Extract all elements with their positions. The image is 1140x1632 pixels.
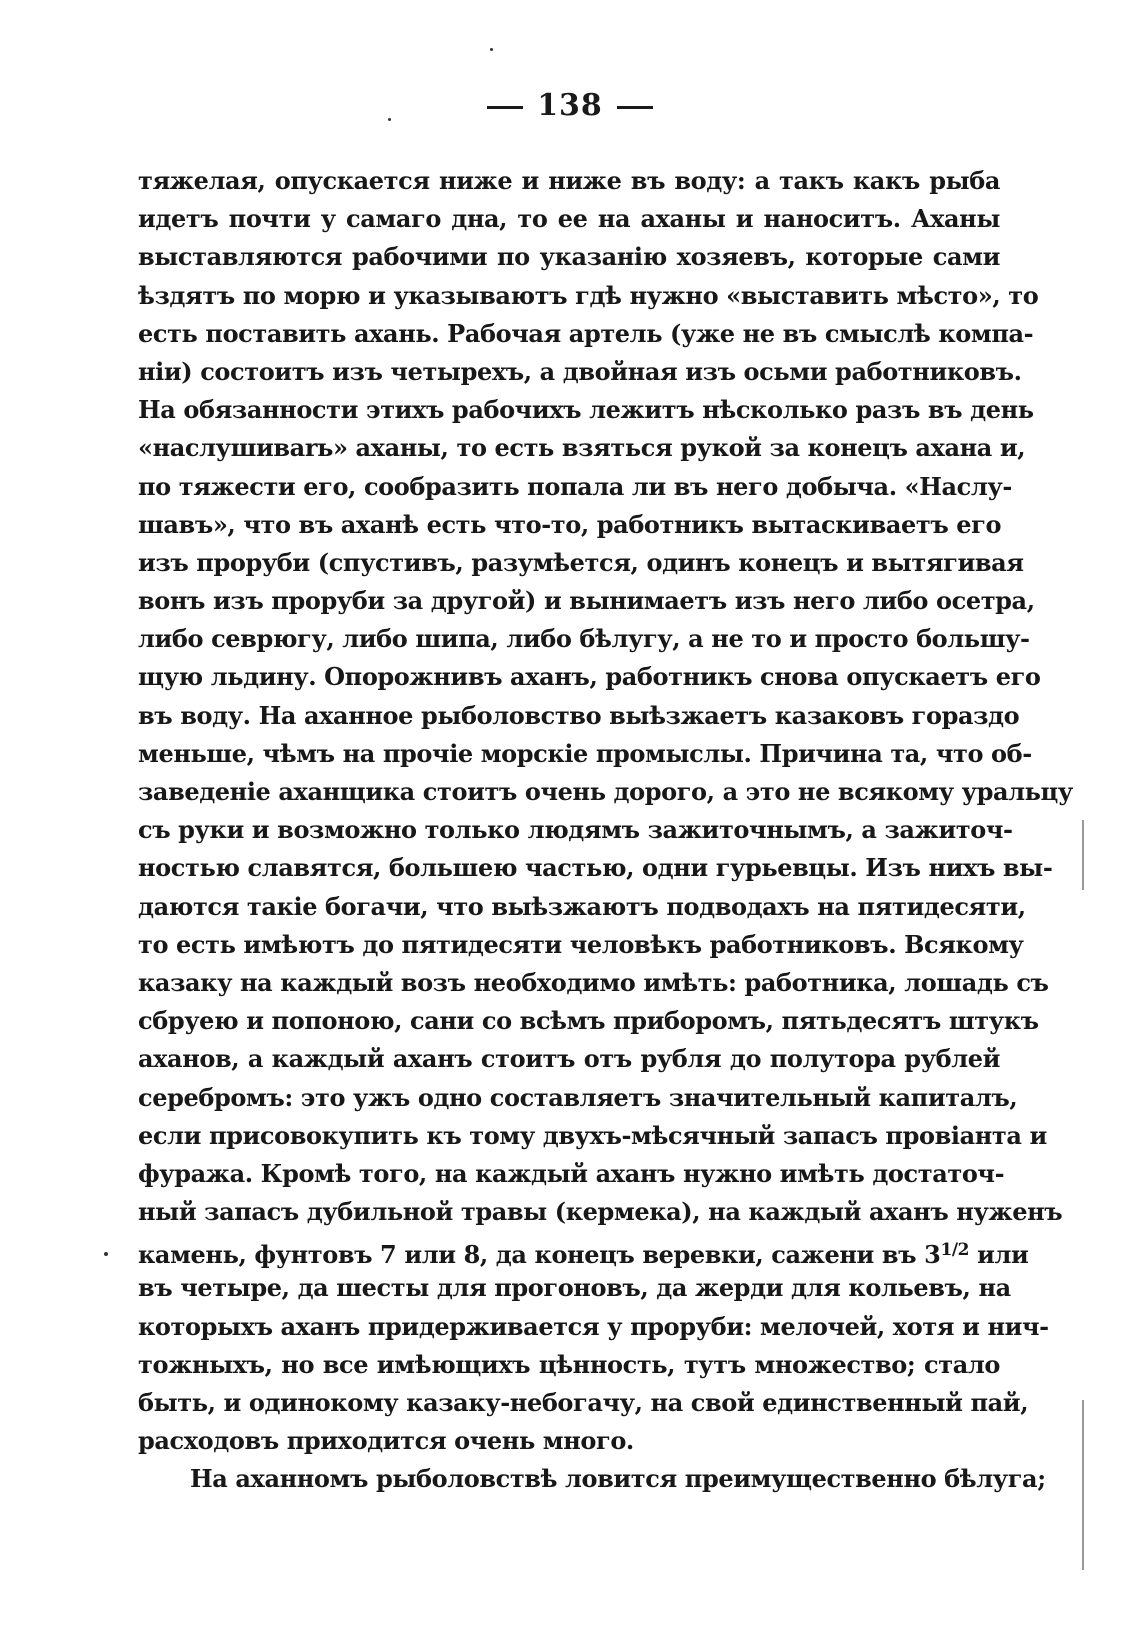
text-line: ніи) состоитъ изъ четырехъ, а двойная изъ осьми работниковъ. — [138, 356, 1022, 386]
text-line-paragraph-end: расходовъ приходится очень много. — [138, 1426, 634, 1456]
text-line: ѣздятъ по морю и указываютъ гдѣ нужно «выставить мѣсто», то — [138, 280, 1039, 310]
text-line: ный запасъ дубильной травы (кермека), на каждый аханъ нуженъ — [138, 1197, 1063, 1227]
text-line: На обязанности этихъ рабочихъ лежитъ нѣсколько разъ въ день — [138, 395, 1034, 425]
text-line: то есть имѣютъ до пятидесяти человѣкъ работниковъ. Всякому — [138, 929, 1024, 959]
text-line: даются такіе богачи, что выѣзжаютъ подводахъ на пятидесяти, — [138, 891, 1026, 921]
text-line: сбруею и попоною, сани со всѣмъ приборомъ, пятьдесятъ штукъ — [138, 1006, 1039, 1036]
text-line: меньше, чѣмъ на прочіе морскіе промыслы. Причина та, что об- — [138, 738, 1032, 768]
text-line-tail: или — [977, 1240, 1029, 1270]
text-line: изъ проруби (спустивъ, разумѣется, одинъ конецъ и вытягивая — [138, 547, 1024, 577]
text-line: которыхъ аханъ придерживается у проруби: мелочей, хотя и нич- — [138, 1311, 1049, 1341]
text-line: идетъ почти у самаго дна, то ее на аханы и наноситъ. Аханы — [138, 204, 1000, 234]
text-line: въ четыре, да шесты для прогоновъ, да жерди для кольевъ, на — [138, 1273, 1011, 1303]
text-line: казаку на каждый возъ необходимо имѣть: работника, лошадь съ — [138, 967, 1049, 997]
text-line: серебромъ: это ужъ одно составляетъ значительный капиталъ, — [138, 1082, 1018, 1112]
text-line: по тяжести его, сообразить попала ли въ него добыча. «Наслу- — [138, 471, 1012, 501]
print-speck — [388, 118, 391, 121]
page-number — [0, 88, 1140, 123]
print-speck — [104, 1252, 108, 1256]
text-line: ностью славятся, большею частью, одни гурьевцы. Изъ нихъ вы- — [138, 853, 1053, 883]
text-line-main: камень, фунтовъ 7 или 8, да конецъ веревки, сажени въ 3 — [138, 1240, 941, 1270]
text-line-with-fraction — [138, 1231, 1029, 1270]
text-line: заведеніе аханщика стоитъ очень дорого, а это не всякому уральцу — [138, 777, 1073, 806]
text-line: тяжелая, опускается ниже и ниже въ воду: а такъ какъ рыба — [138, 166, 1000, 195]
text-line: вонъ изъ проруби за другой) и вынимаетъ изъ него либо осетра, — [138, 586, 1035, 616]
text-line: щую льдину. Опорожнивъ аханъ, работникъ снова опускаетъ его — [138, 662, 1041, 692]
text-line: выставляются рабочими по указанію хозяевъ, которые сами — [138, 242, 1000, 272]
page-number-value: 138 — [537, 88, 603, 123]
text-line: быть, и одинокому казаку-небогачу, на свой единственный пай, — [138, 1388, 1029, 1417]
text-line: аханов, а каждый аханъ стоитъ отъ рубля до полутора рублей — [138, 1044, 1000, 1074]
text-line: есть поставить ахань. Рабочая артель (уже не въ смыслѣ компа- — [138, 318, 1034, 348]
paragraph-first-line: На аханномъ рыболовствѣ ловится преимущественно бѣлуга; — [190, 1464, 1046, 1494]
text-line: если присовокупить къ тому двухъ-мѣсячный запасъ провіанта и — [138, 1120, 1047, 1150]
print-speck — [490, 48, 493, 51]
body-text — [138, 162, 1073, 1499]
text-line: въ воду. На аханное рыболовство выѣзжаетъ казаковъ гораздо — [138, 700, 1020, 730]
text-line: тожныхъ, но все имѣющихъ цѣнность, тутъ множество; стало — [138, 1349, 1000, 1379]
page-number-dash-left — [487, 106, 523, 109]
text-line: шавъ», что въ аханѣ есть что-то, работникъ вытаскиваетъ его — [138, 509, 1002, 539]
page-number-dash-right — [617, 106, 653, 109]
text-line: «наслушиваrь» аханы, то есть взяться рукой за конецъ ахана и, — [138, 433, 1026, 463]
margin-mark — [1082, 1400, 1084, 1570]
fraction-one-half: 1/2 — [940, 1240, 970, 1261]
text-line: съ руки и возможно только людямъ зажиточнымъ, а зажиточ- — [138, 815, 1013, 845]
text-line: фуража. Кромѣ того, на каждый аханъ нужно имѣть достаточ- — [138, 1158, 1005, 1188]
margin-mark — [1082, 820, 1084, 890]
text-line: либо севрюгу, либо шипа, либо бѣлугу, а не то и просто большу- — [138, 624, 1030, 654]
